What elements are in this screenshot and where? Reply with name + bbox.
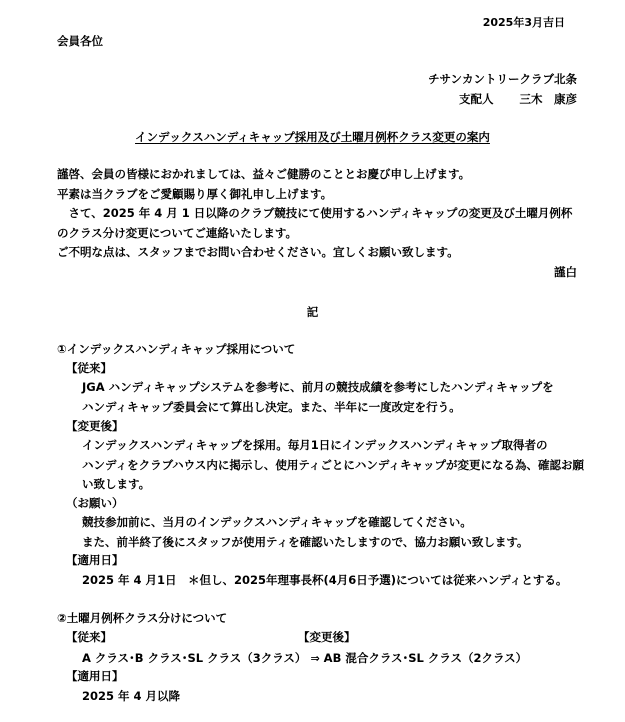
- section1-after-line: インデックスハンディキャップを採用。毎月1日にインデックスハンディキャップ取得者の: [82, 438, 548, 452]
- section1-former-line: ハンディキャップ委員会にて算出し決定。また、半年に一度改定を行う。: [82, 399, 461, 414]
- section2-change-row: [82, 649, 527, 669]
- section1-request-line: また、前半終了後にスタッフが使用ティを確認いたしますので、協力お願い致します。: [82, 534, 529, 549]
- document-date: 2025年3月吉日: [482, 16, 565, 29]
- closing-word: 謹白: [554, 265, 577, 279]
- intro-line: ご不明な点は、スタッフまでお問い合わせください。宜しくお願い致します。: [57, 245, 459, 259]
- section1-heading: ①インデックスハンディキャップ採用について: [57, 342, 296, 356]
- intro-paragraph: [57, 165, 572, 263]
- section2-former-label: 【従来】: [66, 630, 112, 644]
- addressee: 会員各位: [57, 34, 103, 48]
- organization-name: チサンカントリークラブ北条: [428, 72, 577, 86]
- section2-former-value: A クラス･B クラス･SL クラス（3クラス）: [82, 651, 307, 665]
- signer-title: 支配人: [459, 92, 494, 106]
- signer: [459, 91, 577, 107]
- intro-line: のクラス分け変更についてご連絡いたします。: [57, 225, 298, 240]
- section2-after-value: AB 混合クラス･SL クラス（2クラス）: [323, 651, 528, 665]
- section1-after-text: [82, 436, 584, 495]
- section1-former-text: [82, 378, 554, 417]
- signer-name: 三木 康彦: [519, 92, 577, 106]
- section2-heading: ②土曜月例杯クラス分けについて: [57, 611, 228, 625]
- ki-marker: 記: [306, 305, 319, 319]
- section2-after-label: 【変更後】: [298, 630, 356, 644]
- section1-request-line: 競技参加前に、当月のインデックスハンディキャップを確認してください。: [82, 515, 472, 529]
- intro-line: 平素は当クラブをご愛顧賜り厚く御礼申し上げます。: [57, 186, 333, 201]
- right-arrow-icon: ⇒: [310, 652, 320, 665]
- section1-former-line: JGA ハンディキャップシステムを参考に、前月の競技成績を参考にしたハンディキャップを: [82, 380, 554, 394]
- section1-former-label: 【従来】: [66, 361, 112, 375]
- section1-after-line: い致します。: [82, 477, 151, 491]
- section1-after-label: 【変更後】: [66, 419, 124, 433]
- section2-effective-label: 【適用日】: [66, 669, 124, 683]
- intro-line: 謹啓、会員の皆様におかれましては、益々ご健勝のこととお慶び申し上げます。: [57, 167, 471, 181]
- document-title-text: インデックスハンディキャップ採用及び土曜月例杯クラス変更の案内: [135, 130, 490, 144]
- document-title: [0, 129, 625, 145]
- section1-effective-label: 【適用日】: [66, 553, 124, 567]
- section1-effective-text: 2025 年 4 月1日 ＊但し、2025年理事長杯(4月6日予選)については従来ハンディとする。: [82, 573, 568, 587]
- section1-after-line: ハンディをクラブハウス内に掲示し、使用ティごとにハンディキャップが変更になる為、確認お願: [82, 457, 584, 472]
- section1-request-text: [82, 513, 528, 552]
- intro-line: さて、2025 年 4 月 1 日以降のクラブ競技にて使用するハンディキャップの変更及び土曜月例杯: [57, 206, 573, 220]
- section2-effective-text: 2025 年 4 月以降: [82, 689, 181, 703]
- section1-request-label: （お願い）: [66, 496, 124, 510]
